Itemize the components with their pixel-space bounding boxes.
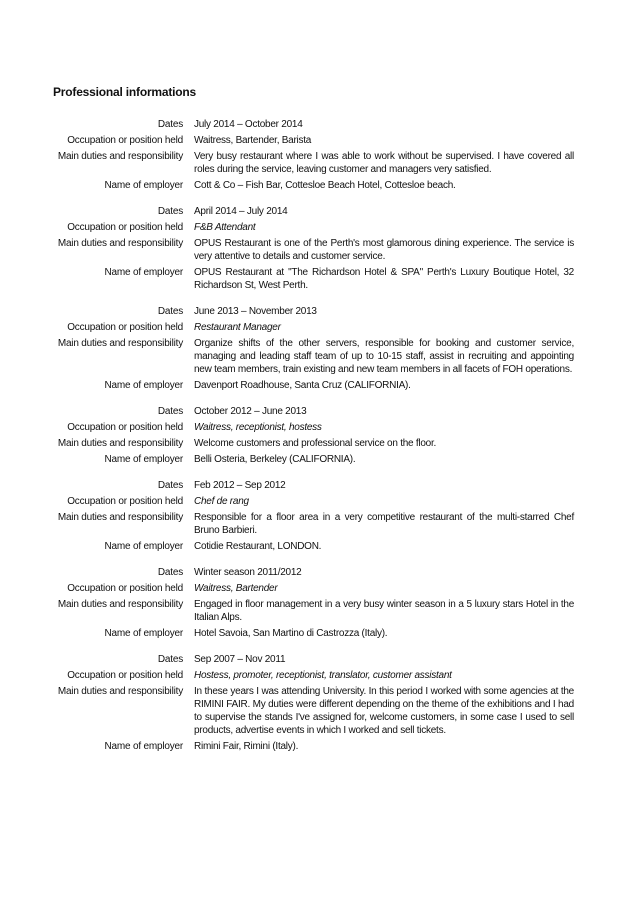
occupation-row [0,321,638,334]
duties-label: Main duties and responsibility [57,151,183,162]
employer-row [0,179,638,192]
employer-label: Name of employer [104,741,183,752]
employer-label: Name of employer [104,380,183,391]
dates-row [0,653,638,666]
dates-value: Winter season 2011/2012 [194,567,302,578]
occupation-value: Waitress, Bartender [194,583,278,594]
job-entry [0,566,638,640]
dates-value: Feb 2012 – Sep 2012 [194,480,286,491]
job-entries [0,118,638,766]
employer-label: Name of employer [104,267,183,278]
employer-row [0,379,638,392]
employer-value: Hotel Savoia, San Martino di Castrozza (Italy). [194,628,388,639]
employer-label: Name of employer [104,454,183,465]
employer-row [0,740,638,753]
job-entry [0,405,638,466]
dates-value: October 2012 – June 2013 [194,406,307,417]
job-entry [0,305,638,392]
dates-value: April 2014 – July 2014 [194,206,288,217]
dates-value: Sep 2007 – Nov 2011 [194,654,286,665]
duties-row [0,685,638,737]
occupation-label: Occupation or position held [67,322,183,333]
employer-value: Belli Osteria, Berkeley (CALIFORNIA). [194,454,356,465]
duties-row [0,437,638,450]
duties-label: Main duties and responsibility [57,599,183,610]
dates-row [0,305,638,318]
dates-label: Dates [157,654,183,665]
duties-label: Main duties and responsibility [57,338,183,349]
occupation-value: Waitress, receptionist, hostess [194,422,322,433]
dates-label: Dates [157,480,183,491]
occupation-row [0,134,638,147]
duties-row [0,598,638,624]
duties-value: Engaged in floor management in a very busy winter season in a 5 luxury stars Hotel in the Italian Alps. [194,599,574,623]
dates-row [0,405,638,418]
duties-label: Main duties and responsibility [57,512,183,523]
employer-row [0,540,638,553]
duties-value: Organize shifts of the other servers, responsible for booking and customer service, managing and leading staff team of up to 10-15 staff, assist in recruiting and appointing new team members, train existing and new team members in all facets of FOH operations. [194,338,574,375]
dates-row [0,118,638,131]
dates-label: Dates [157,119,183,130]
occupation-value: Hostess, promoter, receptionist, translator, customer assistant [194,670,452,681]
occupation-label: Occupation or position held [67,670,183,681]
dates-row [0,205,638,218]
employer-row [0,453,638,466]
occupation-label: Occupation or position held [67,496,183,507]
job-entry [0,479,638,553]
occupation-label: Occupation or position held [67,583,183,594]
employer-value: Rimini Fair, Rimini (Italy). [194,741,299,752]
dates-label: Dates [157,567,183,578]
dates-row [0,566,638,579]
dates-value: June 2013 – November 2013 [194,306,317,317]
duties-label: Main duties and responsibility [57,238,183,249]
occupation-row [0,421,638,434]
duties-label: Main duties and responsibility [57,438,183,449]
dates-label: Dates [157,206,183,217]
duties-value: OPUS Restaurant is one of the Perth's most glamorous dining experience. The service is very attentive to details and customer service. [194,238,574,262]
employer-value: Cotidie Restaurant, LONDON. [194,541,322,552]
duties-row [0,511,638,537]
duties-value: Very busy restaurant where I was able to work without be supervised. I have covered all roles during the service, leaving customer and managers very satisfied. [194,151,574,175]
job-entry [0,653,638,753]
dates-label: Dates [157,406,183,417]
employer-row [0,627,638,640]
section-title: Professional informations [53,85,197,99]
dates-value: July 2014 – October 2014 [194,119,303,130]
occupation-label: Occupation or position held [67,222,183,233]
job-entry [0,205,638,292]
occupation-row [0,221,638,234]
occupation-label: Occupation or position held [67,422,183,433]
employer-label: Name of employer [104,541,183,552]
employer-label: Name of employer [104,180,183,191]
employer-label: Name of employer [104,628,183,639]
dates-label: Dates [157,306,183,317]
occupation-value: Chef de rang [194,496,249,507]
occupation-row [0,495,638,508]
occupation-row [0,669,638,682]
duties-value: Responsible for a floor area in a very competitive restaurant of the multi-starred Chef Bruno Barbieri. [194,512,574,536]
occupation-value: F&B Attendant [194,222,256,233]
occupation-row [0,582,638,595]
duties-label: Main duties and responsibility [57,686,183,697]
occupation-label: Occupation or position held [67,135,183,146]
employer-row [0,266,638,292]
job-entry [0,118,638,192]
duties-row [0,337,638,376]
duties-row [0,150,638,176]
occupation-value: Restaurant Manager [194,322,281,333]
employer-value: Davenport Roadhouse, Santa Cruz (CALIFORNIA). [194,380,411,391]
duties-row [0,237,638,263]
duties-value: In these years I was attending University. In this period I worked with some agencies at the RIMINI FAIR. My duties were different depending on the theme of the exhibitions and I had to supervise the stands I've assigned for, welcome customers, in some case I used to sell products, advertise events in which I worked and sell tickets. [194,686,574,736]
duties-value: Welcome customers and professional service on the floor. [194,438,437,449]
occupation-value: Waitress, Bartender, Barista [194,135,312,146]
employer-value: OPUS Restaurant at "The Richardson Hotel & SPA" Perth's Luxury Boutique Hotel, 32 Richardson St, West Perth. [194,267,574,291]
employer-value: Cott & Co – Fish Bar, Cottesloe Beach Hotel, Cottesloe beach. [194,180,456,191]
dates-row [0,479,638,492]
